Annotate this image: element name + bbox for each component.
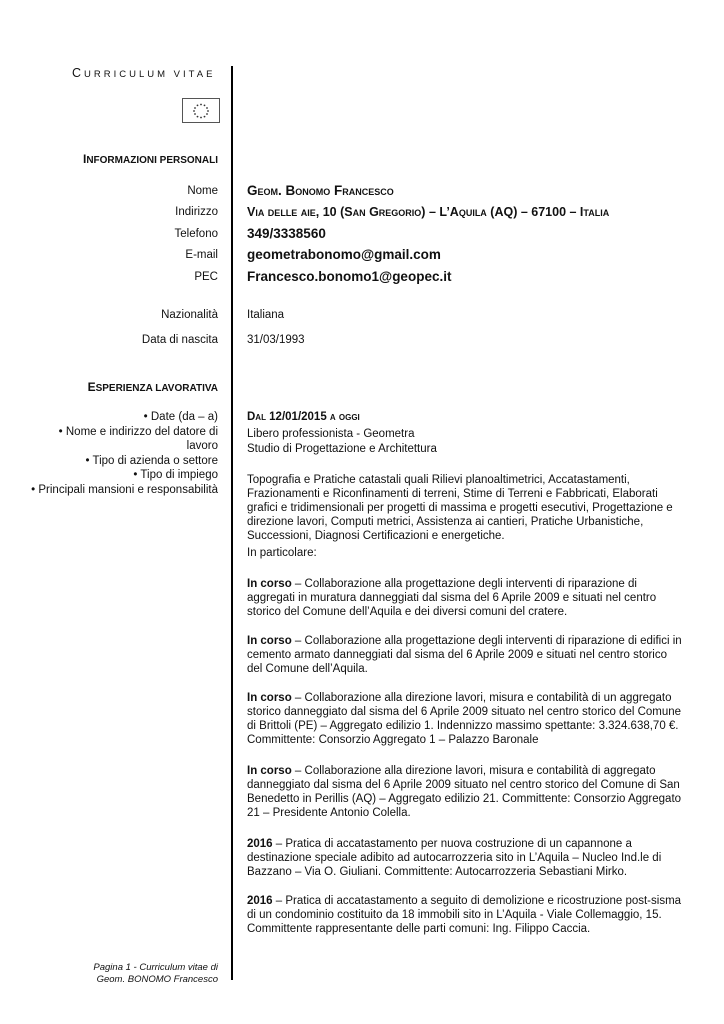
- work-item: In corso – Collaborazione alla progettazione degli interventi di riparazione di edifici in cemento armato danneggiati dal sisma del 6 Aprile 2009 e situati nel centro storico del Comune dell’Aquila.: [247, 635, 682, 675]
- label-responsibilities: • Principali mansioni e responsabilità: [31, 483, 218, 496]
- footer-line1: Pagina 1 - Curriculum vitae di: [93, 962, 218, 973]
- work-item: In corso – Collaborazione alla direzione lavori, misura e contabilità di aggregato danneggiato dal sisma del 6 Aprile 2009 situato nel centro storico del Comune di San Benedetto in Perillis (AQ) – Aggregato edilizio 21. Committente: Consorzio Aggregato 21 – Presidente Antonio Colella.: [247, 765, 682, 819]
- work-item: In corso – Collaborazione alla progettazione degli interventi di riparazione di aggregati in muratura danneggiati dal sisma del 6 Aprile 2009 e situati nel centro storico del Comune dell’Aquila e dei diversi comuni del cratere.: [247, 578, 657, 618]
- label-date: • Date (da – a): [143, 411, 218, 423]
- work-date-range: Dal 12/01/2015 a oggi: [247, 411, 360, 423]
- label-sector: • Tipo di azienda o settore: [85, 454, 218, 467]
- value-telefono: 349/3338560: [247, 226, 326, 241]
- label-employer-cont: lavoro: [186, 440, 218, 452]
- work-employer-line1: Libero professionista - Geometra: [247, 428, 415, 440]
- value-nome: Geom. Bonomo Francesco: [247, 183, 394, 198]
- label-nazionalita: Nazionalità: [161, 309, 218, 321]
- work-duties: Topografia e Pratiche catastali quali Rilievi planoaltimetrici, Accatastamenti, Frazionamenti e Riconfinamenti di terreni, Stime di Terreni e Fabbricati, Elaborati grafici e tridimensionali per progetti di massima e progetti esecutivi, Progettazione e direzione lavori, Computi metrici, Assistenza ai cantieri, Pratiche Urbanistiche, Successioni, Diagnosi Certificazioni e energetiche.: [247, 474, 673, 542]
- page-title: CURRICULUM VITAE: [72, 66, 216, 80]
- value-data-nascita: 31/03/1993: [247, 334, 305, 346]
- page-footer: [60, 962, 218, 986]
- column-divider: [231, 66, 233, 980]
- section-work-experience: ESPERIENZA LAVORATIVA: [87, 380, 218, 394]
- label-email: E-mail: [185, 249, 218, 261]
- label-nome: Nome: [187, 185, 218, 197]
- label-data-nascita: Data di nascita: [141, 334, 218, 346]
- work-labels: [20, 410, 218, 497]
- value-indirizzo: Via delle aie, 10 (San Gregorio) – L’Aquila (AQ) – 67100 – Italia: [247, 205, 610, 219]
- label-pec: PEC: [194, 271, 218, 283]
- label-employer: • Nome e indirizzo del datore di: [58, 425, 218, 438]
- work-item: 2016 – Pratica di accatastamento a seguito di demolizione e ricostruzione post-sisma di un condominio costituito da 18 immobili sito in L’Aquila - Viale Collemaggio, 15. Committente rappresentante delle parti comuni: Ing. Filippo Caccia.: [247, 895, 682, 935]
- footer-line2: Geom. BONOMO Francesco: [96, 974, 218, 985]
- value-email[interactable]: geometrabonomo@gmail.com: [247, 247, 441, 262]
- work-employer-line2: Studio di Progettazione e Architettura: [247, 443, 437, 455]
- eu-flag-icon: [182, 98, 220, 123]
- value-nazionalita: Italiana: [247, 309, 285, 321]
- section-personal-info: INFORMAZIONI PERSONALI: [82, 152, 218, 166]
- value-pec[interactable]: Francesco.bonomo1@geopec.it: [247, 269, 452, 284]
- work-item: In corso – Collaborazione alla direzione lavori, misura e contabilità di un aggregato storico danneggiato dal sisma del 6 Aprile 2009 situato nel centro storico del Comune di Brittoli (PE) – Aggregato edilizio 1. Indennizzo massimo spettante: 3.324.638,70 €. Committente: Consorzio Aggregato 1 – Palazzo Baronale: [247, 692, 682, 746]
- work-in-particolare: In particolare:: [247, 547, 317, 559]
- work-item: 2016 – Pratica di accatastamento per nuova costruzione di un capannone a destinazione speciale adibito ad autocarrozzeria sito in L’Aquila – Nucleo Ind.le di Bazzano – Via O. Giuliani. Committente: Autocarrozzeria Sebastiani Mirko.: [247, 838, 662, 878]
- label-indirizzo: Indirizzo: [175, 206, 218, 218]
- label-telefono: Telefono: [174, 228, 218, 240]
- label-employment-type: • Tipo di impiego: [133, 469, 218, 481]
